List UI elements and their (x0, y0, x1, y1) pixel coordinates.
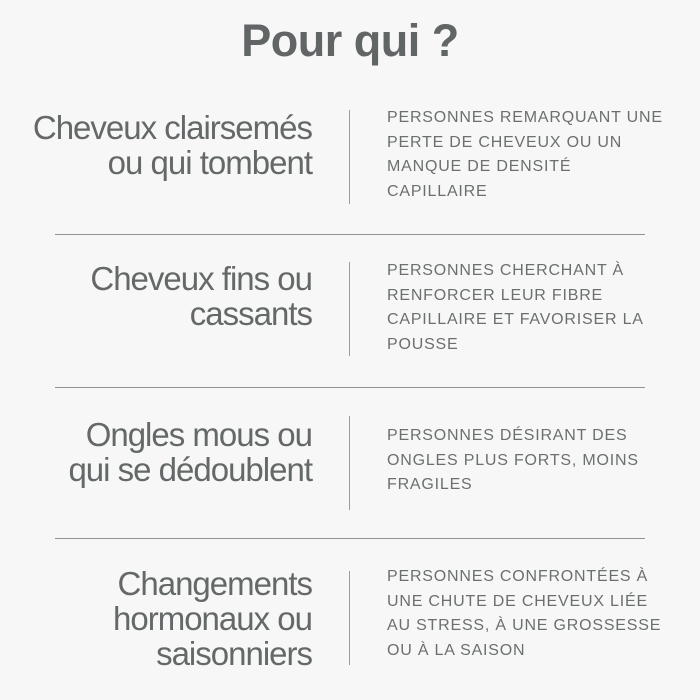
vertical-divider (349, 416, 350, 510)
section-heading: Cheveux clairsemés ou qui tombent (32, 109, 312, 181)
page-title: Pour qui ? (241, 15, 459, 66)
section-heading: Ongles mous ou qui se dédoublent (68, 416, 312, 488)
section-description: PERSONNES CHERCHANT À RENFORCER LEUR FIBRE CAPILLAIRE ET FAVORISER LA POUSSE (387, 262, 644, 353)
section-description: PERSONNES CONFRONTÉES À UNE CHUTE DE CHEVEUX LIÉE AU STRESS, À UNE GROSSESSE OU À LA SAISON (387, 568, 662, 659)
section-description: PERSONNES REMARQUANT UNE PERTE DE CHEVEUX OU UN MANQUE DE DENSITÉ CAPILLAIRE (387, 109, 663, 200)
horizontal-divider (55, 234, 645, 235)
vertical-divider (349, 262, 350, 356)
vertical-divider (349, 571, 350, 665)
vertical-divider (349, 110, 350, 204)
section-heading: Cheveux fins ou cassants (90, 260, 312, 332)
section-heading: Changements hormonaux ou saisonniers (113, 565, 312, 672)
horizontal-divider (55, 538, 645, 539)
horizontal-divider (55, 387, 645, 388)
section-description: PERSONNES DÉSIRANT DES ONGLES PLUS FORTS, MOINS FRAGILES (387, 427, 639, 493)
